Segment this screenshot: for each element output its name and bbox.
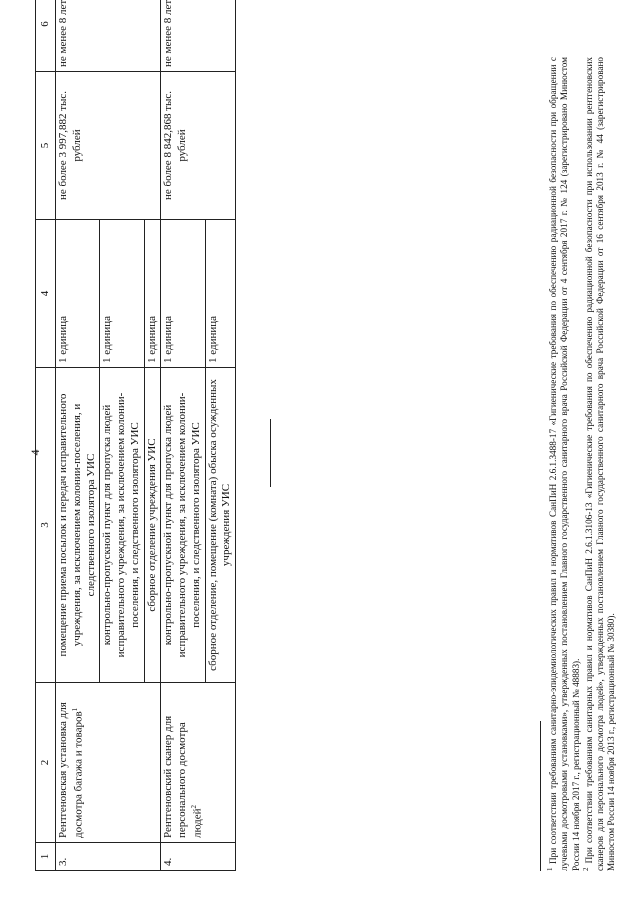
footnote-mark: 2 — [581, 867, 590, 871]
quantity-cell: 1 единица — [161, 220, 205, 368]
price-cell: не более 3 997,882 тыс. рублей — [56, 72, 161, 220]
place-cell: сборное отделение, помещение (комната) обыска осужденных учреждения УИС — [205, 368, 236, 683]
term-cell: не менее 8 лет — [161, 0, 236, 72]
equipment-text: Рентгеновская установка для досмотра багажа и товаров — [57, 702, 85, 838]
place-cell: контрольно-пропускной пункт для пропуска людей исправительного учреждения, за исключением колонии-поселения, и следственного изолятора УИС — [161, 368, 205, 683]
term-cell: не менее 8 лет — [56, 0, 161, 72]
quantity-cell: 1 единица — [100, 220, 144, 368]
place-cell: сборное отделение учреждения УИС — [144, 368, 161, 683]
equipment-table — [35, 0, 236, 871]
row-number: 3. — [56, 843, 161, 871]
quantity-cell: 1 единица — [144, 220, 161, 368]
footnote-text: При соответствии требованиям санитарно-эпидемиологических правил и нормативов СанПиН 2.6.1.3488-17 «Гигиенические требования по обеспечению радиационной безопасности при обращении с лучевыми досмотровыми установками», утвержденных постановлением Главного государственного санитарного врача Российской Федерации от 4 сентября 2017 г. № 124 (зарегистрировано Минюстом России 14 ноября 2017 г., регистрационный № 48883). — [548, 57, 581, 871]
footnote-text: При соответствии требованиям санитарных правил и нормативов СанПиН 2.6.1.3106-13 «Гигиенические требования по обеспечению радиационной безопасности при использовании рентгеновских сканеров для персонального досмотра людей», утвержденных постановлением Главного государственного санитарного врача Российской Федерации от 16 сентября 2013 г. № 44 (зарегистрировано Минюстом России 14 ноября 2013 г., регистрационный № 30380). — [583, 56, 617, 871]
footnote-ref: 2 — [189, 804, 198, 809]
header-col-2: 2 — [36, 683, 56, 843]
equipment-name — [56, 683, 161, 843]
table-header-row — [36, 0, 56, 871]
header-col-5: 5 — [36, 72, 56, 220]
quantity-cell: 1 единица — [205, 220, 236, 368]
table-row — [56, 0, 100, 871]
header-col-3: 3 — [36, 368, 56, 683]
footnote-divider — [540, 721, 541, 871]
place-cell: помещение приема посылок и передач исправительного учреждения, за исключением колонии-поселения, и следственного изолятора УИС — [56, 368, 100, 683]
equipment-text: Рентгеновский сканер для персонального досмотра людей — [162, 715, 204, 838]
row-number: 4. — [161, 843, 236, 871]
footnote-mark: 1 — [546, 867, 554, 871]
header-col-4: 4 — [36, 220, 56, 368]
page-number: 4 — [28, 449, 42, 456]
price-cell: не более 8 842,868 тыс. рублей — [161, 72, 236, 220]
footnotes — [540, 57, 617, 871]
equipment-name — [161, 683, 236, 843]
footnote-ref: 1 — [70, 707, 79, 712]
quantity-cell: 1 единица — [56, 220, 100, 368]
footnote-1 — [546, 57, 582, 871]
footnote-2 — [582, 57, 618, 871]
header-col-1: 1 — [36, 843, 56, 871]
separator-line — [270, 419, 271, 487]
place-cell: контрольно-пропускной пункт для пропуска людей исправительного учреждения, за исключением колонии-поселения, и следственного изолятора УИС — [100, 368, 144, 683]
table-row — [161, 0, 205, 871]
header-col-6: 6 — [36, 0, 56, 72]
